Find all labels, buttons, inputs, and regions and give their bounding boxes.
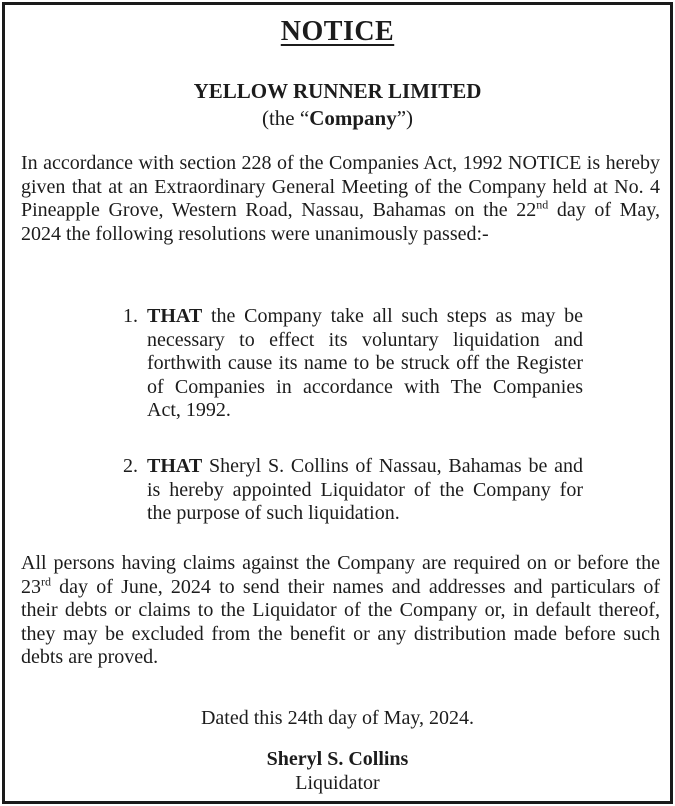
claims-superscript: rd bbox=[41, 573, 51, 588]
claims-text-b: day of June, 2024 to send their names and addresses and particulars of their debts or claims to the Liquidator of the Company or, in default thereof, they may be excluded from the benefit or any distribution made before such debts are proved. bbox=[21, 575, 660, 668]
resolution-lead: THAT bbox=[147, 305, 203, 327]
resolution-body: the Company take all such steps as may be necessary to effect its voluntary liquidation and forthwith cause its name to be struck off the Register of Companies in accordance with The Companies Act, 1992. bbox=[147, 305, 583, 421]
company-defined-term bbox=[5, 106, 670, 131]
resolution-number: 1. bbox=[123, 305, 138, 327]
company-name: YELLOW RUNNER LIMITED bbox=[193, 79, 482, 103]
notice-title: NOTICE bbox=[280, 16, 395, 47]
notice-frame bbox=[2, 2, 673, 804]
intro-text-b: day of May, 2024 the following resolutions were unanimously passed:- bbox=[21, 199, 660, 245]
resolution-text bbox=[147, 305, 583, 423]
resolution-item bbox=[123, 455, 583, 526]
resolution-lead: THAT bbox=[147, 455, 203, 477]
company-sub-close: ”) bbox=[396, 106, 414, 130]
resolution-item bbox=[123, 305, 583, 423]
company-sub-open: (the “ bbox=[261, 106, 310, 130]
resolution-text bbox=[147, 455, 583, 526]
dated-line: Dated this 24th day of May, 2024. bbox=[200, 707, 475, 729]
intro-text-a: In accordance with section 228 of the Companies Act, 1992 NOTICE is hereby given that at an Extraordinary General Meeting of the Company held at No. 4 Pineapple Grove, Western Road, Nassau, Bahamas on the 22 bbox=[21, 152, 660, 221]
company-sub-term: Company bbox=[309, 106, 397, 130]
resolution-body: Sheryl S. Collins of Nassau, Bahamas be and is hereby appointed Liquidator of the Company for the purpose of such liquidation. bbox=[147, 455, 583, 524]
intro-superscript: nd bbox=[536, 197, 549, 212]
signatory-role: Liquidator bbox=[295, 772, 380, 794]
resolution-number: 2. bbox=[123, 455, 138, 477]
claims-text-a: All persons having claims against the Company are required on or before the 23 bbox=[21, 552, 660, 598]
claims-paragraph bbox=[21, 552, 660, 670]
intro-paragraph bbox=[21, 152, 660, 246]
signatory-name: Sheryl S. Collins bbox=[266, 748, 409, 770]
